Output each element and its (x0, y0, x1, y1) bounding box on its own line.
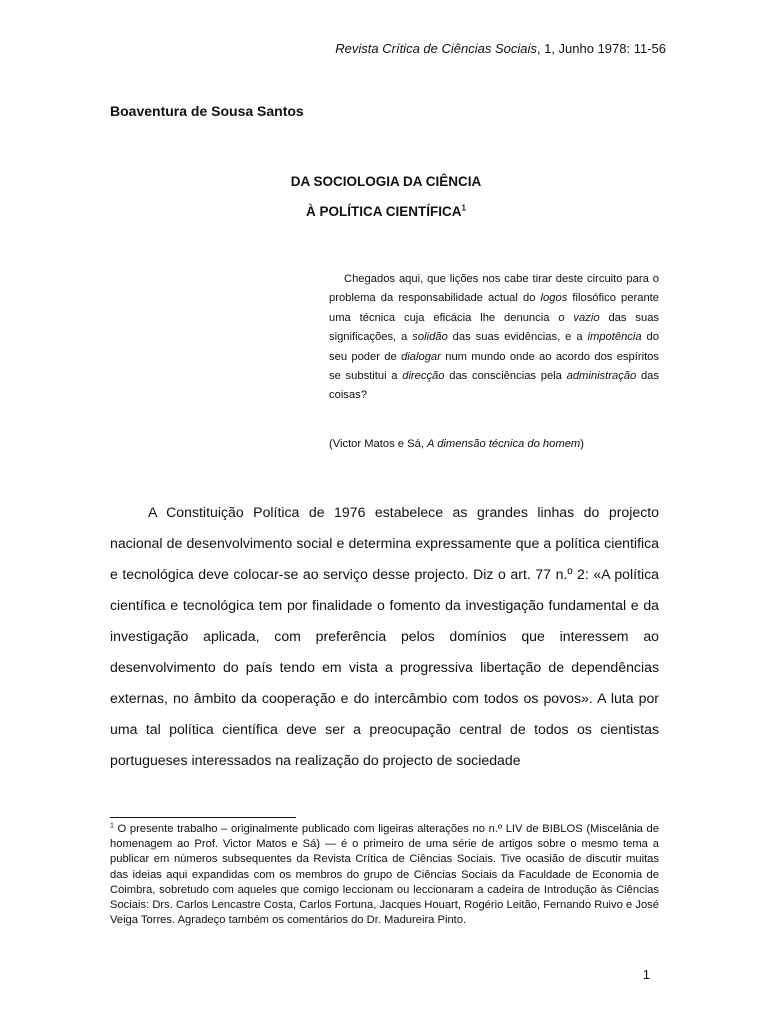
epigraph-text: das suas evidências, e a (447, 331, 588, 344)
journal-name: Revista Crítica de Ciências Sociais (335, 41, 537, 56)
epigraph-source-prefix: (Victor Matos e Sá, (329, 438, 428, 450)
epigraph-emphasis: dialogar (401, 350, 441, 363)
epigraph-text: Chegados aqui, que lições nos cabe tirar deste circuito para o problema da responsabilidade actual do (329, 273, 659, 305)
author-name: Boaventura de Sousa Santos (110, 103, 304, 119)
epigraph-text: num mundo onde ao acordo dos espíritos se substitui a (329, 350, 659, 383)
epigraph (329, 270, 659, 406)
epigraph-text: das suas significações, a (329, 311, 660, 344)
running-header (335, 41, 666, 57)
title-footnote-marker: 1 (461, 203, 466, 213)
footnote-marker: 1 (110, 822, 114, 830)
title-line-1: DA SOCIOLOGIA DA CIÊNCIA (290, 174, 482, 189)
epigraph-emphasis: o vazio (558, 311, 600, 324)
page-number: 1 (642, 967, 650, 982)
epigraph-text: das coisas? (329, 370, 659, 402)
epigraph-emphasis: administração (566, 370, 637, 383)
footnote-divider (110, 817, 296, 818)
body-paragraph: A Constituição Política de 1976 estabelece as grandes linhas do projecto nacional de desenvolvimento social e determina expressamente que a política cientifica e tecnológica deve colocar-se ao serviço desse projecto. Diz o art. 77 n.º 2: «A política científica e tecnológica tem por finalidade o fomento da investigação fundamental e da investigação aplicada, com preferência pelos domínios que interessem ao desenvolvimento do país tendo em vista a progressiva libertação de dependências externas, no âmbito da cooperação e do intercâmbio com todos os povos». A luta por uma tal política científica deve ser a preocupação central de todos os cientistas portugueses interessados na realização do projecto de sociedade (110, 504, 659, 768)
issue-details: , 1, Junho 1978: 11-56 (536, 41, 666, 56)
title-line-2 (110, 204, 662, 219)
epigraph-text: filosófico perante uma técnica cuja eficácia lhe denuncia (329, 292, 659, 324)
epigraph-source (329, 436, 669, 452)
epigraph-text: do seu poder de (329, 331, 659, 363)
footnote-text: O presente trabalho – originalmente publicado com ligeiras alterações no n.º LIV de BIBLOS (Miscelânia de homenagem ao Prof. Victor Matos e Sá) — é o primeiro de uma série de artigos sobre o mesmo tema a publicar em números subsequentes da Revista Crítica de Ciências Sociais. Tive ocasião de discutir muitas das ideias aqui expandidas com os membros do grupo de Ciências Sociais da Faculdade de Economia de Coimbra, sobretudo com aqueles que comigo leccionam ou leccionaram a cadeira de Introdução às Ciências Sociais: Drs. Carlos Lencastre Costa, Carlos Fortuna, Jacques Houart, Rogério Leitão, Fernando Ruivo e José Veiga Torres. Agradeço também os comentários do Dr. Madureira Pinto. (110, 823, 659, 927)
title-line-2-text: À POLÍTICA CIENTÍFICA (306, 204, 462, 219)
footnote (110, 822, 659, 928)
epigraph-source-suffix: ) (580, 438, 584, 450)
epigraph-source-title: A dimensão técnica do homem (427, 438, 581, 450)
epigraph-emphasis: impotência (587, 331, 642, 344)
epigraph-emphasis: logos (540, 292, 568, 305)
epigraph-emphasis: direcção (402, 370, 445, 383)
epigraph-text: das consciências pela (444, 370, 567, 383)
epigraph-emphasis: solidão (412, 331, 448, 344)
